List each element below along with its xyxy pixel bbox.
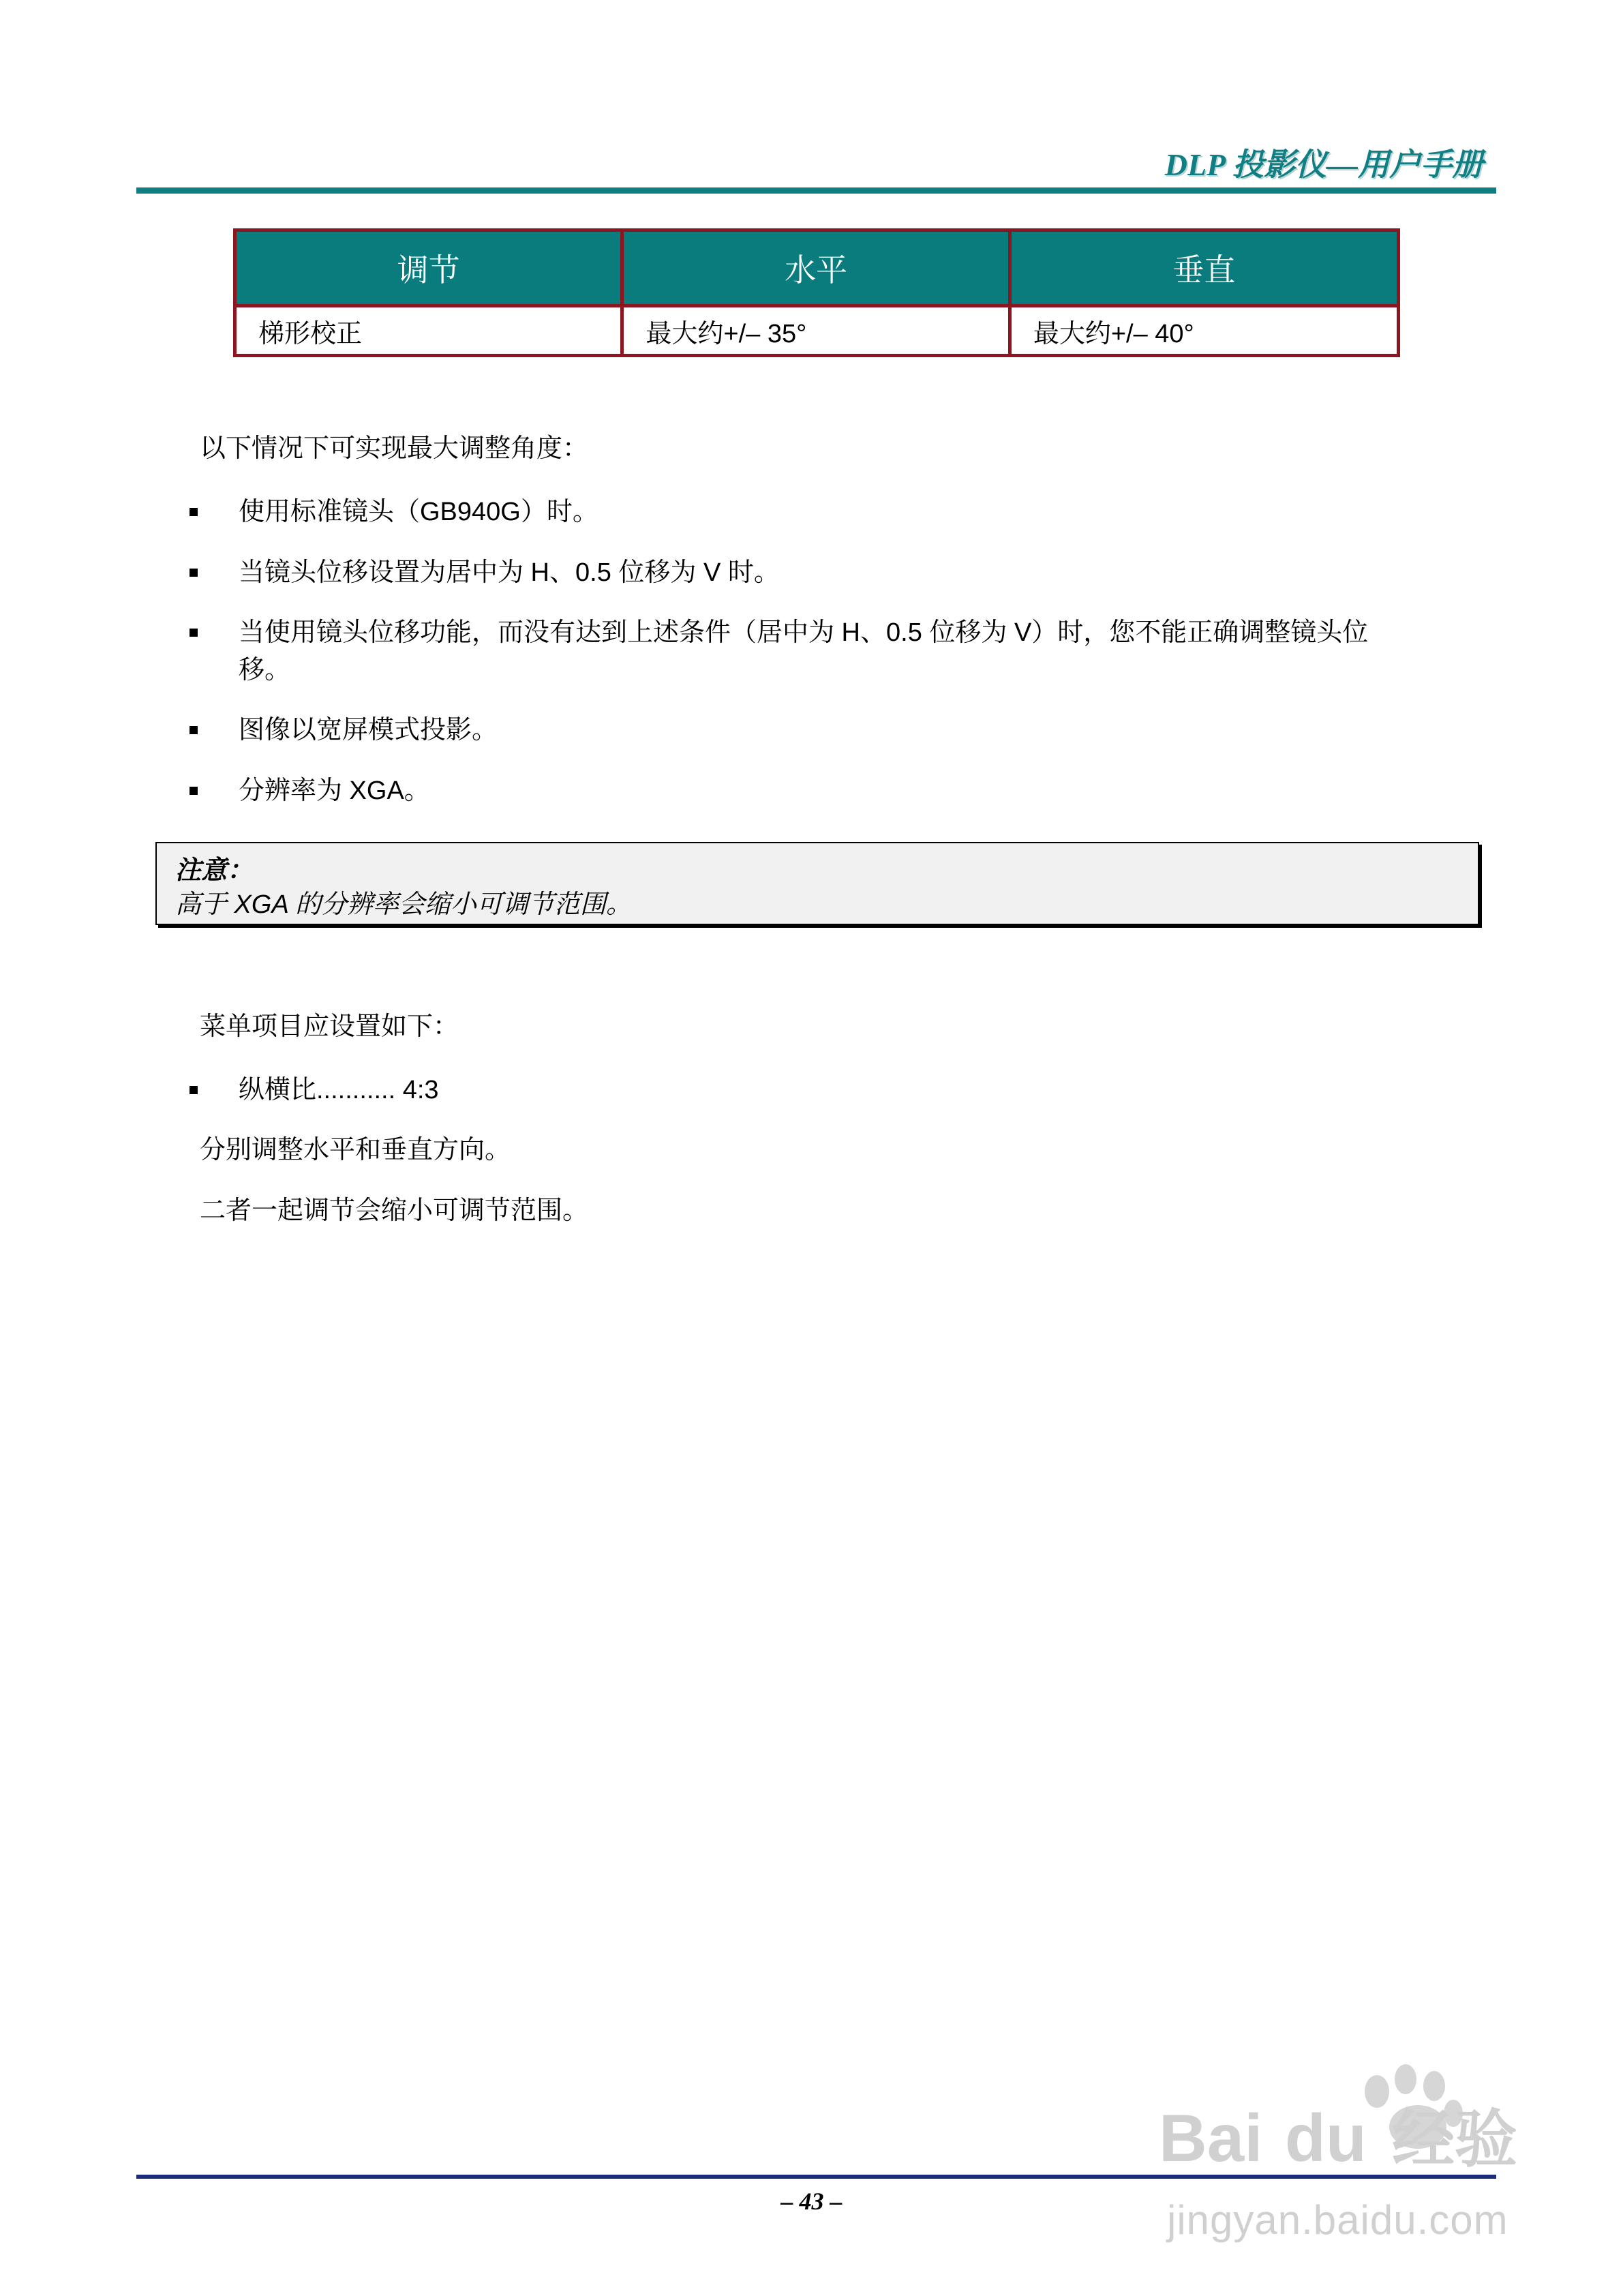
menu-intro: 菜单项目应设置如下： <box>200 1012 459 1041</box>
svg-text:du: du <box>1285 2100 1367 2175</box>
table-row <box>235 306 1399 356</box>
svg-text:Bai: Bai <box>1159 2100 1263 2175</box>
intro-text: 以下情况下可实现最大调整角度： <box>200 434 589 463</box>
header-title: DLP 投影仪—用户手册 <box>1164 147 1483 182</box>
bullet-icon <box>189 569 198 577</box>
watermark-url: jingyan.baidu.com <box>1167 2197 1508 2243</box>
condition-item: 分辨率为 XGA。 <box>239 776 430 805</box>
note-box <box>155 842 1479 925</box>
menu-item: 纵横比........... 4:3 <box>239 1076 439 1104</box>
body-line: 二者一起调节会缩小可调节范围。 <box>200 1196 589 1225</box>
table-cell: 最大约+/– 40° <box>1010 306 1398 356</box>
table-header-row <box>235 230 1399 306</box>
watermark-logo <box>1159 2059 1541 2175</box>
header-rule <box>136 187 1496 194</box>
bullet-icon <box>189 508 198 516</box>
table-header-cell: 调节 <box>235 230 622 306</box>
page-number: – 43 – <box>780 2188 843 2215</box>
footer-rule <box>136 2175 1496 2179</box>
bullet-icon <box>189 726 198 734</box>
bullet-icon <box>189 787 198 795</box>
condition-item: 使用标准镜头（GB940G）时。 <box>239 498 598 526</box>
condition-item-continuation: 移。 <box>239 656 291 684</box>
bullet-icon <box>189 629 198 637</box>
table-cell: 最大约+/– 35° <box>622 306 1010 356</box>
svg-text:经验: 经验 <box>1392 2103 1518 2175</box>
note-text: 高于 XGA 的分辨率会缩小可调节范围。 <box>175 890 632 919</box>
adjustment-table <box>233 228 1400 357</box>
table-header-cell: 垂直 <box>1010 230 1398 306</box>
note-title: 注意： <box>175 856 254 885</box>
table-cell: 梯形校正 <box>235 306 622 356</box>
bullet-icon <box>189 1086 198 1094</box>
condition-item: 当镜头位移设置为居中为 H、0.5 位移为 V 时。 <box>239 558 780 587</box>
body-line: 分别调整水平和垂直方向。 <box>200 1136 511 1164</box>
condition-item: 图像以宽屏模式投影。 <box>239 716 498 744</box>
condition-item: 当使用镜头位移功能，而没有达到上述条件（居中为 H、0.5 位移为 V）时，您不能正确调整镜头位 <box>239 618 1369 647</box>
table-header-cell: 水平 <box>622 230 1010 306</box>
